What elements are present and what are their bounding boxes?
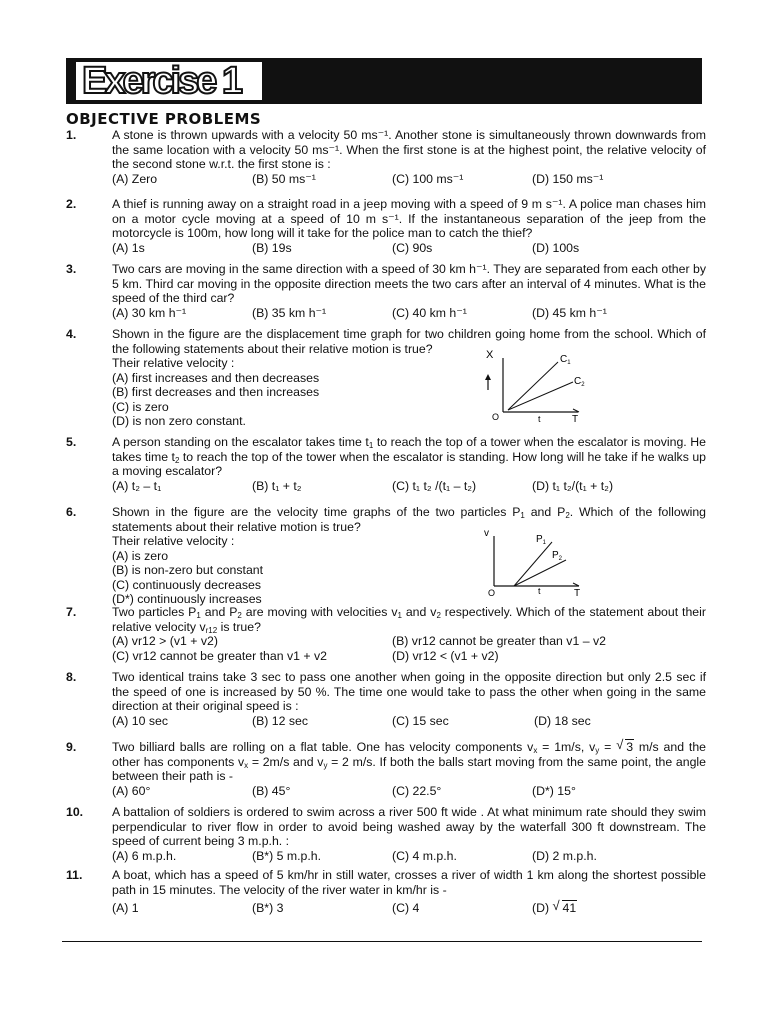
line-c2 [508, 382, 573, 410]
question-lead: Their relative velocity : [112, 356, 235, 370]
question-lead: Their relative velocity : [112, 534, 235, 548]
option-d: (D) t₁ t₂/(t₁ + t₂) [532, 478, 614, 493]
option-c: (C) 90s [392, 240, 433, 255]
option-b: (B) 35 km h⁻¹ [252, 305, 327, 320]
options-row [112, 172, 706, 187]
options-row [112, 898, 706, 916]
option-c: (C) 40 km h⁻¹ [392, 305, 467, 320]
options-row [112, 479, 706, 494]
question-text: Shown in the figure are the velocity time graphs of the two particles $P_1$ and $P_2$. Which of the following statements about their relative motion is true? [112, 505, 706, 534]
options-row [112, 634, 706, 649]
options-row [112, 306, 706, 321]
option-b: (B) 50 ms⁻¹ [252, 171, 316, 186]
x-axis-label: T [574, 588, 581, 598]
question-text: A boat, which has a speed of 5 km/hr in still water, crosses a river of width 1 km along the shortest possible path in 15 minutes. The velocity of the river water in km/hr is - [112, 868, 706, 897]
t-label: t [538, 586, 541, 596]
question-number: 3. [66, 262, 77, 276]
option-d: (D*) continuously increases [112, 592, 262, 606]
x-axis-label: T [572, 414, 579, 424]
c2-label: $C_2$ [574, 376, 585, 388]
p2-label: $P_2$ [552, 550, 563, 562]
option-c: (C) 15 sec [392, 713, 449, 728]
section-title: OBJECTIVE PROBLEMS [66, 110, 262, 128]
option-b: (B) t₁ + t₂ [252, 478, 302, 493]
option-d: (D) 100s [532, 240, 580, 255]
option-c: (C) vr12 cannot be greater than v1 + v2 [112, 649, 327, 663]
option-c: (C) t₁ t₂ /(t₁ – t₂) [392, 478, 477, 493]
exercise-title-box [76, 62, 262, 100]
question-8 [66, 670, 706, 729]
option-d: (D) is non zero constant. [112, 414, 246, 428]
option-a: (A) vr12 > (v1 + v2) [112, 634, 218, 648]
option-b: (B*) 3 [252, 901, 284, 915]
options-row [112, 241, 706, 256]
question-text: A stone is thrown upwards with a velocity 50 ms⁻¹. Another stone is simultaneously thrown downwards from the same location with a velocity 50 ms⁻¹. When the first stone is at the highest point, the relative velocity of the second stone w.r.t. the first stone is : [112, 128, 706, 171]
question-6 [66, 505, 706, 607]
options-stack [112, 534, 706, 607]
question-number: 2. [66, 197, 77, 211]
y-axis-label: v [484, 528, 489, 539]
option-d: (D) 18 sec [534, 713, 591, 728]
option-b: (B) vr12 cannot be greater than v1 – v2 [392, 634, 606, 648]
question-number: 9. [66, 740, 77, 754]
line-c1 [508, 362, 558, 410]
question-2 [66, 197, 706, 256]
question-1 [66, 128, 706, 187]
origin-label: O [488, 588, 496, 598]
options-row [112, 649, 706, 664]
option-b: (B) 12 sec [252, 713, 309, 728]
arrow-head-icon [485, 374, 491, 380]
option-c: (C) 22.5° [392, 783, 442, 798]
option-b: (B) 45° [252, 783, 291, 798]
option-a: (A) Zero [112, 171, 158, 186]
sqrt-symbol: √ 41 [552, 898, 577, 915]
options-row [112, 784, 706, 799]
question-number: 4. [66, 327, 77, 341]
t-label: t [538, 414, 541, 424]
options-row [112, 849, 706, 864]
question-11 [66, 868, 706, 916]
p1-label: $P_1$ [536, 534, 547, 546]
option-a: (A) 1 [112, 901, 139, 915]
question-9 [66, 737, 707, 799]
exercise-title: Exercise 1 [82, 60, 241, 102]
exercise-banner [66, 58, 702, 104]
question-text: Two cars are moving in the same direction with a speed of 30 km h⁻¹. They are separated from each other by 5 km. Third car moving in the opposite direction meets the two cars after an interval of 4 minutes. What is the speed of the third car? [112, 262, 707, 305]
options-row [112, 714, 706, 729]
option-a: (A) t₂ – t₁ [112, 478, 162, 493]
option-d: (D) vr12 < (v1 + v2) [392, 649, 499, 663]
y-axis-label: X [486, 349, 494, 361]
footer-rule [62, 941, 702, 942]
question-5 [66, 435, 706, 494]
option-d: (D) 2 m.p.h. [532, 848, 597, 863]
velocity-time-graph [476, 526, 586, 598]
question-text: Shown in the figure are the displacement time graph for two children going home from the school. Which of the following statements about their relative motion is true? [112, 327, 706, 356]
question-number: 7. [66, 605, 77, 619]
question-text: A thief is running away on a straight road in a jeep moving with a speed of 9 m s⁻¹. A police man chases him on a motor cycle moving at a speed of 10 m s⁻¹. If the instantaneous separation of the jeep from the motorcycle is 100m, how long will it take for the police man to catch the thief? [112, 197, 706, 240]
question-3 [66, 262, 706, 321]
question-number: 10. [66, 805, 84, 819]
sqrt-symbol: √ 3 [616, 737, 634, 754]
option-b: (B) 19s [252, 240, 292, 255]
option-b: (B*) 5 m.p.h. [252, 848, 322, 863]
question-text: A person standing on the escalator takes time $t_1$ to reach the top of a tower when the escalator is moving. He takes time $t_2$ to reach the top of the tower when the escalator is standing. How long will he take if he walks up a moving escalator? [112, 435, 707, 478]
option-b: (B) first decreases and then increases [112, 385, 320, 399]
option-a: (A) 10 sec [112, 713, 169, 728]
option-c: (C) 4 [392, 901, 420, 915]
option-d: (D) √ 41 [532, 898, 577, 915]
question-number: 6. [66, 505, 77, 519]
line-p2 [514, 560, 566, 586]
question-7 [66, 605, 706, 664]
option-a: (A) 30 km h⁻¹ [112, 305, 187, 320]
question-4 [66, 327, 706, 429]
question-number: 1. [66, 128, 77, 142]
question-number: 8. [66, 670, 77, 684]
question-text: Two identical trains take 3 sec to pass one another when going in the opposite direction but only 2.5 sec if the speed of one is increased by 50 %. The time one would take to pass the other when going in the same direction at their original speed is : [112, 670, 706, 713]
option-c: (C) 100 ms⁻¹ [392, 171, 464, 186]
option-d: (D) 45 km h⁻¹ [532, 305, 607, 320]
option-a: (A) first increases and then decreases [112, 370, 320, 385]
option-d: (D) 150 ms⁻¹ [532, 171, 604, 186]
question-text: Two particles $P_1$ and $P_2$ are moving with velocities $v_1$ and $v_2$ respectively. Which of the statement about their relative velocity $v_{r12}$ is true? [112, 605, 706, 635]
option-d: (D*) 15° [532, 783, 576, 798]
option-c: (C) continuously decreases [112, 577, 261, 592]
option-c: (C) is zero [112, 399, 169, 414]
displacement-time-graph [478, 344, 588, 424]
option-a: (A) 60° [112, 783, 151, 798]
question-text: Two billiard balls are rolling on a flat table. One has velocity components $v_x = 1m/s$, $v_y$ = √ 3 m/s and the other has components $v_x = 2m/s$ and $v_y = 2$ m/s. If both the balls start moving from the same point, the angle between their path is - [112, 737, 707, 783]
question-number: 11. [66, 868, 83, 882]
question-10 [66, 805, 706, 864]
option-a: (A) is zero [112, 548, 169, 563]
options-stack [112, 356, 706, 429]
option-b: (B) is non-zero but constant [112, 563, 264, 577]
c1-label: $C_1$ [560, 354, 571, 366]
option-a: (A) 1s [112, 240, 145, 255]
option-c: (C) 4 m.p.h. [392, 848, 457, 863]
question-number: 5. [66, 435, 77, 449]
option-a: (A) 6 m.p.h. [112, 848, 177, 863]
origin-label: O [492, 412, 500, 422]
question-text: A battalion of soldiers is ordered to swim across a river 500 ft wide . At what minimum rate should they swim perpendicular to river flow in order to avoid being washed away by the waterfall 300 ft downstream. The speed of current being 3 m.p.h. : [112, 805, 706, 848]
line-p1 [514, 542, 552, 586]
